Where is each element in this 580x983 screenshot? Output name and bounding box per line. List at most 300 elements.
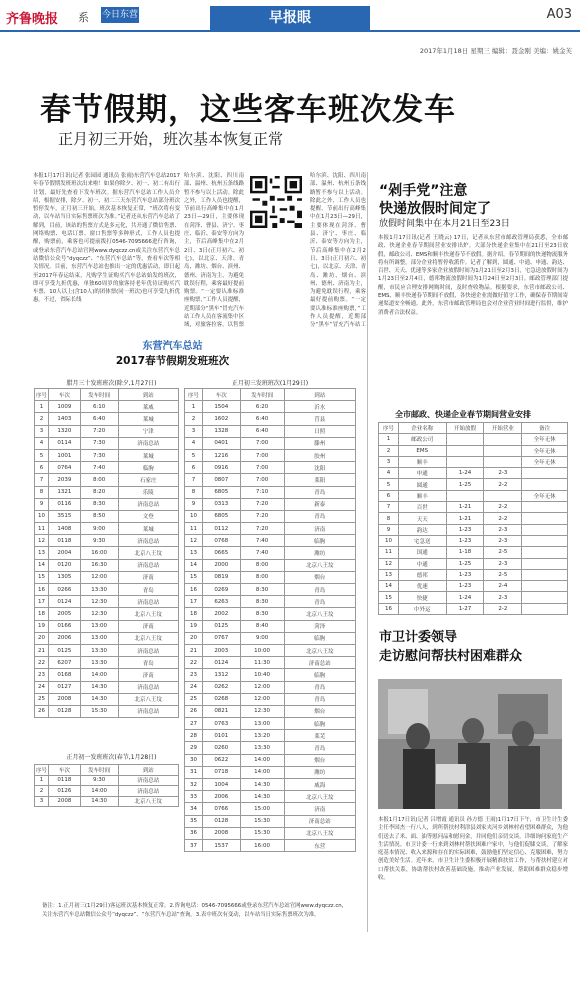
table-cell: 6207 [48, 657, 80, 669]
table-cell: 10 [35, 510, 49, 522]
table-cell [522, 603, 568, 614]
table-cell: 济南 [284, 523, 356, 535]
table-cell: 7:30 [80, 449, 118, 461]
table-row [379, 535, 568, 546]
table-row [35, 644, 179, 656]
table-cell: 0763 [202, 718, 240, 730]
table-header-cell: 发车时间 [80, 765, 118, 776]
table-cell: 9 [379, 524, 399, 535]
table-header-cell: 企业名称 [398, 423, 446, 434]
table-cell: 0401 [202, 437, 240, 449]
table-row [35, 596, 179, 608]
table-cell: 济南总站 [284, 657, 356, 669]
table-cell: 11 [185, 523, 203, 535]
table-cell: 0116 [48, 498, 80, 510]
table-cell: 34 [185, 803, 203, 815]
table-cell: 28 [185, 730, 203, 742]
table-cell: 15 [35, 571, 49, 583]
table-cell: 0767 [202, 632, 240, 644]
table-cell: 16:00 [240, 839, 284, 851]
table-cell: 6:20 [240, 401, 284, 413]
table-row [379, 513, 568, 524]
table-cell: 临朐 [118, 462, 178, 474]
table-cell: 申通 [398, 468, 446, 479]
table-cell: 1-21 [446, 513, 484, 524]
header-rule [0, 30, 580, 32]
table-header-cell: 发车时间 [240, 389, 284, 401]
table-cell [446, 490, 484, 501]
table-cell: 13:30 [80, 584, 118, 596]
table-cell: 临朐 [284, 669, 356, 681]
table-cell: 1-23 [446, 524, 484, 535]
table-header-cell: 开始放假 [446, 423, 484, 434]
table-cell [446, 445, 484, 456]
table-row [35, 474, 179, 486]
table-cell: 8:30 [80, 498, 118, 510]
table-cell: 7:00 [240, 474, 284, 486]
table-cell: 2008 [48, 796, 80, 807]
table-cell: 济南总站 [118, 705, 178, 717]
table-cell: 1305 [48, 571, 80, 583]
table-cell: 13:00 [80, 632, 118, 644]
table-cell: 2004 [48, 547, 80, 559]
table-cell: 2 [35, 786, 49, 797]
table-cell: 1 [35, 775, 49, 786]
express-headline-line2: 快递放假时间定了 [379, 201, 491, 217]
table-cell: 青岛 [284, 584, 356, 596]
table-cell: 10 [379, 535, 399, 546]
table-row [185, 510, 356, 522]
table-cell: 31 [185, 766, 203, 778]
table-row [35, 632, 179, 644]
table-cell: 济南 [118, 669, 178, 681]
schedule-station: 东营汽车总站 [142, 341, 203, 352]
table-cell: 北京八王坟 [284, 644, 356, 656]
table-cell: 济南 [118, 571, 178, 583]
table-cell: 沂水 [284, 401, 356, 413]
table-cell: 7:00 [240, 437, 284, 449]
table-cell: 13:30 [80, 644, 118, 656]
table-cell: 1 [185, 401, 203, 413]
table-cell: 0718 [202, 766, 240, 778]
table-cell: 2008 [202, 827, 240, 839]
table-cell: 23 [35, 669, 49, 681]
schedule-title: 2017春节假期发班班次 [115, 355, 230, 367]
cadre-headline-line2: 走访慰问帮扶村困难群众 [379, 649, 523, 664]
table-row [35, 498, 179, 510]
table-row [185, 815, 356, 827]
table-cell [484, 456, 522, 467]
table-row [185, 632, 356, 644]
table-cell: 15:30 [240, 827, 284, 839]
table-cell: 0269 [202, 584, 240, 596]
table-cell: 18 [35, 608, 49, 620]
table-cell: 9:30 [80, 775, 118, 786]
table-cell: 16 [185, 584, 203, 596]
table-row [35, 559, 179, 571]
table-cell: 沈阳 [284, 462, 356, 474]
table-cell: 14 [185, 559, 203, 571]
table-cell: 30 [185, 754, 203, 766]
table-row [379, 569, 568, 580]
table-row [35, 705, 179, 717]
table-cell: 6 [185, 462, 203, 474]
table-row [379, 456, 568, 467]
table-row [185, 669, 356, 681]
table-row [185, 523, 356, 535]
table-cell: 青岛 [284, 742, 356, 754]
table-row [185, 547, 356, 559]
table-cell: 宅急送 [398, 535, 446, 546]
table-row [185, 608, 356, 620]
table-cell: 24 [185, 681, 203, 693]
edition-box: 今日东营 [101, 7, 139, 23]
table-cell: 7 [35, 474, 49, 486]
table-cell: 莒县 [284, 413, 356, 425]
table-cell: 3 [379, 456, 399, 467]
table-header-row [185, 389, 356, 401]
table-cell: 济南总站 [118, 535, 178, 547]
table-cell: 7 [185, 474, 203, 486]
table-cell: 0622 [202, 754, 240, 766]
table-cell: 全年无休 [522, 434, 568, 445]
table-cell: 2 [379, 445, 399, 456]
table-row [185, 449, 356, 461]
table-cell [522, 535, 568, 546]
table-cell: 邮政公司 [398, 434, 446, 445]
table-header-cell: 到站 [118, 765, 178, 776]
table-cell: 14:30 [240, 779, 284, 791]
table-cell [522, 479, 568, 490]
table-row [35, 693, 179, 705]
table-row [185, 559, 356, 571]
table-cell: 8:00 [80, 474, 118, 486]
table-cell: 1 [379, 434, 399, 445]
table-cell: 莱阳 [284, 474, 356, 486]
table-cell: 0262 [202, 681, 240, 693]
table-cell: 21 [35, 644, 49, 656]
table-row [35, 547, 179, 559]
table-row [185, 498, 356, 510]
table-cell: 临朐 [284, 718, 356, 730]
table-header-cell: 序号 [35, 389, 49, 401]
table-cell: 2002 [202, 608, 240, 620]
table-cell: 18 [185, 608, 203, 620]
table-cell: 全年无休 [522, 456, 568, 467]
table-cell: 2-4 [484, 581, 522, 592]
main-headline: 春节假期，这些客车班次发车 [40, 92, 456, 128]
cadre-story-body: 本报1月17日讯(记者 吕增霞 通讯员 孙方德 王雨)1月17日下午，市卫生计生委主任李国杰一行八人，到所帮扶村利津县刘家夹河乡刘林村看望困难群众，为他们送去了米、面、油等慰问品和慰问金，并同他们亲切交谈，详细询问家庭生产生活情况。市卫计委一行来到刘林村帮扶困难户家中，与他们促膝交谈，了解家庭基本情况、收入来源和存在的实际困难，鼓励他们坚定信心、克服困难，努力创造美好生活。近年来，市卫生计生委积极开展精准扶贫工作，与帮扶村建立对口帮扶关系，协助帮扶村改善基础设施，推动产业发展，帮助困难群众稳步增收。 [378, 817, 568, 882]
table-header-cell: 序号 [35, 765, 49, 776]
table-cell: 1320 [48, 425, 80, 437]
table-cell: 1-21 [446, 502, 484, 513]
express-story-body: 本报1月17日讯(记者 王晓云) 17日，记者从东营市邮政管理局获悉，全市邮政、快递企业春节期间营业安排出炉。大部分快递企业集中在21日至23日放假，邮政公司、EMS和顺丰快递春节不放假。据介绍，春节期间的快递物流服务将有所调整，部分企业将暂停收派件。记者了解到，圆通、中通、申通、韵达、百世、天天、优速等多家企业放假时间为1月21日至2月3日，宅急送放假时间为1月23日至2月4日，德邦物流放假时间为1月24日至2月3日。邮政管理部门提醒，市民应合理安排网购时间，及时查收物品。根据要求，东营市邮政公司、EMS、顺丰快递春节期间不放假，各快递企业需做好值守工作，确保春节期间寄递渠道安全畅通。此外，东营市邮政管理局也会对企业营业时间进行监督，维护消费者合法权益。 [378, 235, 568, 316]
table-row [379, 603, 568, 614]
table-header-cell: 发车时间 [80, 389, 118, 401]
table-cell: 6:40 [240, 425, 284, 437]
table-cell: 1537 [202, 839, 240, 851]
table-row [35, 786, 179, 797]
table-cell: 23 [185, 669, 203, 681]
table-cell: 19 [185, 620, 203, 632]
table-cell: 13:30 [240, 742, 284, 754]
table-cell: 7:20 [240, 510, 284, 522]
table-cell: 济南 [284, 803, 356, 815]
table-cell: EMS [398, 445, 446, 456]
table-cell [522, 581, 568, 592]
table-cell: 13 [35, 547, 49, 559]
table-header-cell: 开始营业 [484, 423, 522, 434]
table-cell: 2005 [48, 608, 80, 620]
table-row [379, 502, 568, 513]
table-cell: 莱威 [118, 401, 178, 413]
table-row [35, 486, 179, 498]
table-cell: 0266 [48, 584, 80, 596]
table-row [185, 705, 356, 717]
table-cell: 27 [185, 718, 203, 730]
table-cell: 7:30 [80, 437, 118, 449]
table-cell: 北京八王坟 [284, 608, 356, 620]
table-row [185, 827, 356, 839]
table-row [35, 401, 179, 413]
table-cell: 临朐 [284, 535, 356, 547]
table-cell: 14:30 [80, 693, 118, 705]
table-cell: 2006 [202, 791, 240, 803]
table-cell: 0819 [202, 571, 240, 583]
table-cell: 7:00 [240, 462, 284, 474]
table-cell: 9 [35, 498, 49, 510]
table-cell: 济南总站 [118, 775, 178, 786]
table-cell: 15 [185, 571, 203, 583]
table-row [35, 669, 179, 681]
table-cell: 10:00 [240, 644, 284, 656]
table-cell: 26 [35, 705, 49, 717]
table-cell: 12 [379, 558, 399, 569]
table-cell: 22 [185, 657, 203, 669]
table-cell: 0665 [202, 547, 240, 559]
table-header-cell: 到站 [284, 389, 356, 401]
table-row [35, 535, 179, 547]
table-cell: 37 [185, 839, 203, 851]
table-cell: 15:30 [240, 815, 284, 827]
table-cell: 百世 [398, 502, 446, 513]
table-cell: 北京八王坟 [284, 791, 356, 803]
page-number: A03 [546, 7, 572, 22]
table-row [35, 584, 179, 596]
table-cell: 1-25 [446, 558, 484, 569]
table-cell: 10 [185, 510, 203, 522]
table-cell: 4 [379, 468, 399, 479]
table-cell: 7 [379, 502, 399, 513]
table-cell: 圆通 [398, 479, 446, 490]
table-row [379, 479, 568, 490]
table-cell: 0120 [48, 559, 80, 571]
table-cell: 临朐 [284, 632, 356, 644]
table-cell: 8:30 [240, 584, 284, 596]
services-table [378, 422, 568, 615]
table-cell: 北京八王坟 [284, 559, 356, 571]
table-cell: 1312 [202, 669, 240, 681]
schedule-table-eve [34, 388, 179, 718]
table-row [185, 584, 356, 596]
table-cell: 24 [35, 681, 49, 693]
table-cell: 青岛 [284, 596, 356, 608]
table-cell: 14:30 [240, 791, 284, 803]
table-row [379, 434, 568, 445]
table-cell: 青岛 [118, 584, 178, 596]
table-cell: 12 [185, 535, 203, 547]
table-row [185, 474, 356, 486]
table-row [185, 462, 356, 474]
table-cell: 东营 [284, 839, 356, 851]
table-cell: 2-5 [484, 547, 522, 558]
table-cell: 6:40 [80, 413, 118, 425]
table-cell: 9 [185, 498, 203, 510]
table-cell: 32 [185, 779, 203, 791]
table-row [185, 596, 356, 608]
schedule-table-newyear [34, 764, 179, 807]
table-row [185, 791, 356, 803]
table-cell: 1216 [202, 449, 240, 461]
table-cell [446, 434, 484, 445]
table-cell: 1 [35, 401, 49, 413]
table-cell: 2006 [48, 632, 80, 644]
table-cell: 14:00 [240, 766, 284, 778]
table-cell: 潍坊 [284, 547, 356, 559]
table-cell: 1504 [202, 401, 240, 413]
table-cell: 乐陵 [118, 486, 178, 498]
table-row [379, 558, 568, 569]
table-cell: 全年无休 [522, 445, 568, 456]
table-cell [484, 490, 522, 501]
table-cell: 8 [379, 513, 399, 524]
table-cell: 16:00 [80, 547, 118, 559]
table-cell: 17 [185, 596, 203, 608]
table-cell: 8 [185, 486, 203, 498]
table-cell: 1-23 [446, 535, 484, 546]
table-header-cell: 序号 [379, 423, 399, 434]
table-cell: 0764 [48, 462, 80, 474]
table-cell: 济南总站 [118, 681, 178, 693]
table-header-row [35, 389, 179, 401]
table-cell: 7:40 [80, 462, 118, 474]
table-header-cell: 车次 [202, 389, 240, 401]
table-cell: 石家庄 [118, 474, 178, 486]
table-cell: 0268 [202, 693, 240, 705]
table-row [35, 657, 179, 669]
table-cell: 11 [379, 547, 399, 558]
table-cell: 国通 [398, 547, 446, 558]
table-cell: 济南总站 [118, 786, 178, 797]
table-cell: 4 [35, 437, 49, 449]
table-cell: 青岛 [284, 486, 356, 498]
edition-label: 系 [78, 11, 89, 24]
table-cell: 8:00 [240, 559, 284, 571]
table-row [35, 608, 179, 620]
table-row [379, 547, 568, 558]
table-cell: 0124 [48, 596, 80, 608]
table-cell: 6 [379, 490, 399, 501]
express-headline-line1: “剁手党”注意 [379, 183, 468, 199]
table-cell: 2039 [48, 474, 80, 486]
table-header-cell: 到站 [118, 389, 178, 401]
table-cell: 7:40 [240, 547, 284, 559]
table-cell: 1328 [202, 425, 240, 437]
table-cell: 济南总站 [118, 498, 178, 510]
table-row [185, 742, 356, 754]
table-cell: 莱城 [118, 523, 178, 535]
table-cell: 12:00 [240, 681, 284, 693]
table-header-cell: 序号 [185, 389, 203, 401]
table-cell [522, 513, 568, 524]
table-cell: 济南总站 [118, 596, 178, 608]
table-row [35, 620, 179, 632]
table-cell: 烟台 [284, 571, 356, 583]
table-row [379, 468, 568, 479]
table-cell: 菏泽 [284, 620, 356, 632]
table-cell: 3 [35, 796, 49, 807]
table-cell: 16 [35, 584, 49, 596]
table-cell: 2 [185, 413, 203, 425]
table-header-cell: 车次 [48, 389, 80, 401]
table-cell: 2-2 [484, 502, 522, 513]
left2-table-caption: 正月初一发班班次(春节,1月28日) [66, 754, 157, 761]
table-cell: 1321 [48, 486, 80, 498]
story-column-2a: 哈尔滨、沈阳、四川南部、温州、杭州五条线路暂不参与以上活动。除此之外，工作人员也提醒，节前出行高峰集中在1月23日—29日，主要体现在菏泽、曹县、济宁、枣庄、临沂、泰安等方向为主，节后高峰集中在2月2日、3日(正月初六、初七)，以北京、天津、青岛、潍坊、烟台、滨州、德州、济南为主，为避免耽误行程，乘客最好提前购票。“一定要认准标准座购票，”工作人员提醒，近期部分“黑车”冒充汽车站工作人员在客流集中区域，对旅客拉客。以售票 [184, 173, 244, 329]
table-cell: 威海 [284, 779, 356, 791]
dateline: 2017年1月18日 星期三 编辑：聂金刚 美编：姚金芙 [419, 47, 572, 55]
table-cell: 12:30 [80, 596, 118, 608]
table-cell: 7:10 [240, 486, 284, 498]
sub-headline: 正月初三开始，班次基本恢复正常 [58, 130, 284, 148]
cadre-headline-line1: 市卫计委领导 [379, 630, 458, 645]
table-cell: 1-24 [446, 592, 484, 603]
table-cell [522, 592, 568, 603]
table-cell: 0118 [48, 775, 80, 786]
table-cell: 6 [35, 462, 49, 474]
paper-logo: 齐鲁晚报 [6, 12, 59, 27]
table-cell: 14:00 [80, 669, 118, 681]
table-cell: 0313 [202, 498, 240, 510]
table-cell: 0118 [48, 535, 80, 547]
table-cell: 8:30 [240, 608, 284, 620]
table-cell: 莱芜 [284, 730, 356, 742]
table-cell: 0128 [202, 815, 240, 827]
table-cell: 济南总站 [118, 644, 178, 656]
table-cell: 33 [185, 791, 203, 803]
table-cell: 济南总站 [118, 437, 178, 449]
schedule-table-day3 [184, 388, 356, 852]
table-cell: 8:20 [80, 486, 118, 498]
table-cell: 17 [35, 596, 49, 608]
table-row [185, 681, 356, 693]
table-cell: 14:30 [80, 681, 118, 693]
table-header-cell: 备注 [522, 423, 568, 434]
table-cell: 3 [35, 425, 49, 437]
table-row [35, 510, 179, 522]
table-cell: 2-2 [484, 603, 522, 614]
table-row [185, 730, 356, 742]
table-cell: 北京八王坟 [118, 693, 178, 705]
table-cell: 2003 [202, 644, 240, 656]
table-cell: 0260 [202, 742, 240, 754]
table-row [185, 535, 356, 547]
table-cell: 21 [185, 644, 203, 656]
table-cell: 36 [185, 827, 203, 839]
table-cell: 0124 [202, 657, 240, 669]
table-cell: 烟台 [284, 754, 356, 766]
table-cell: 12:30 [240, 705, 284, 717]
